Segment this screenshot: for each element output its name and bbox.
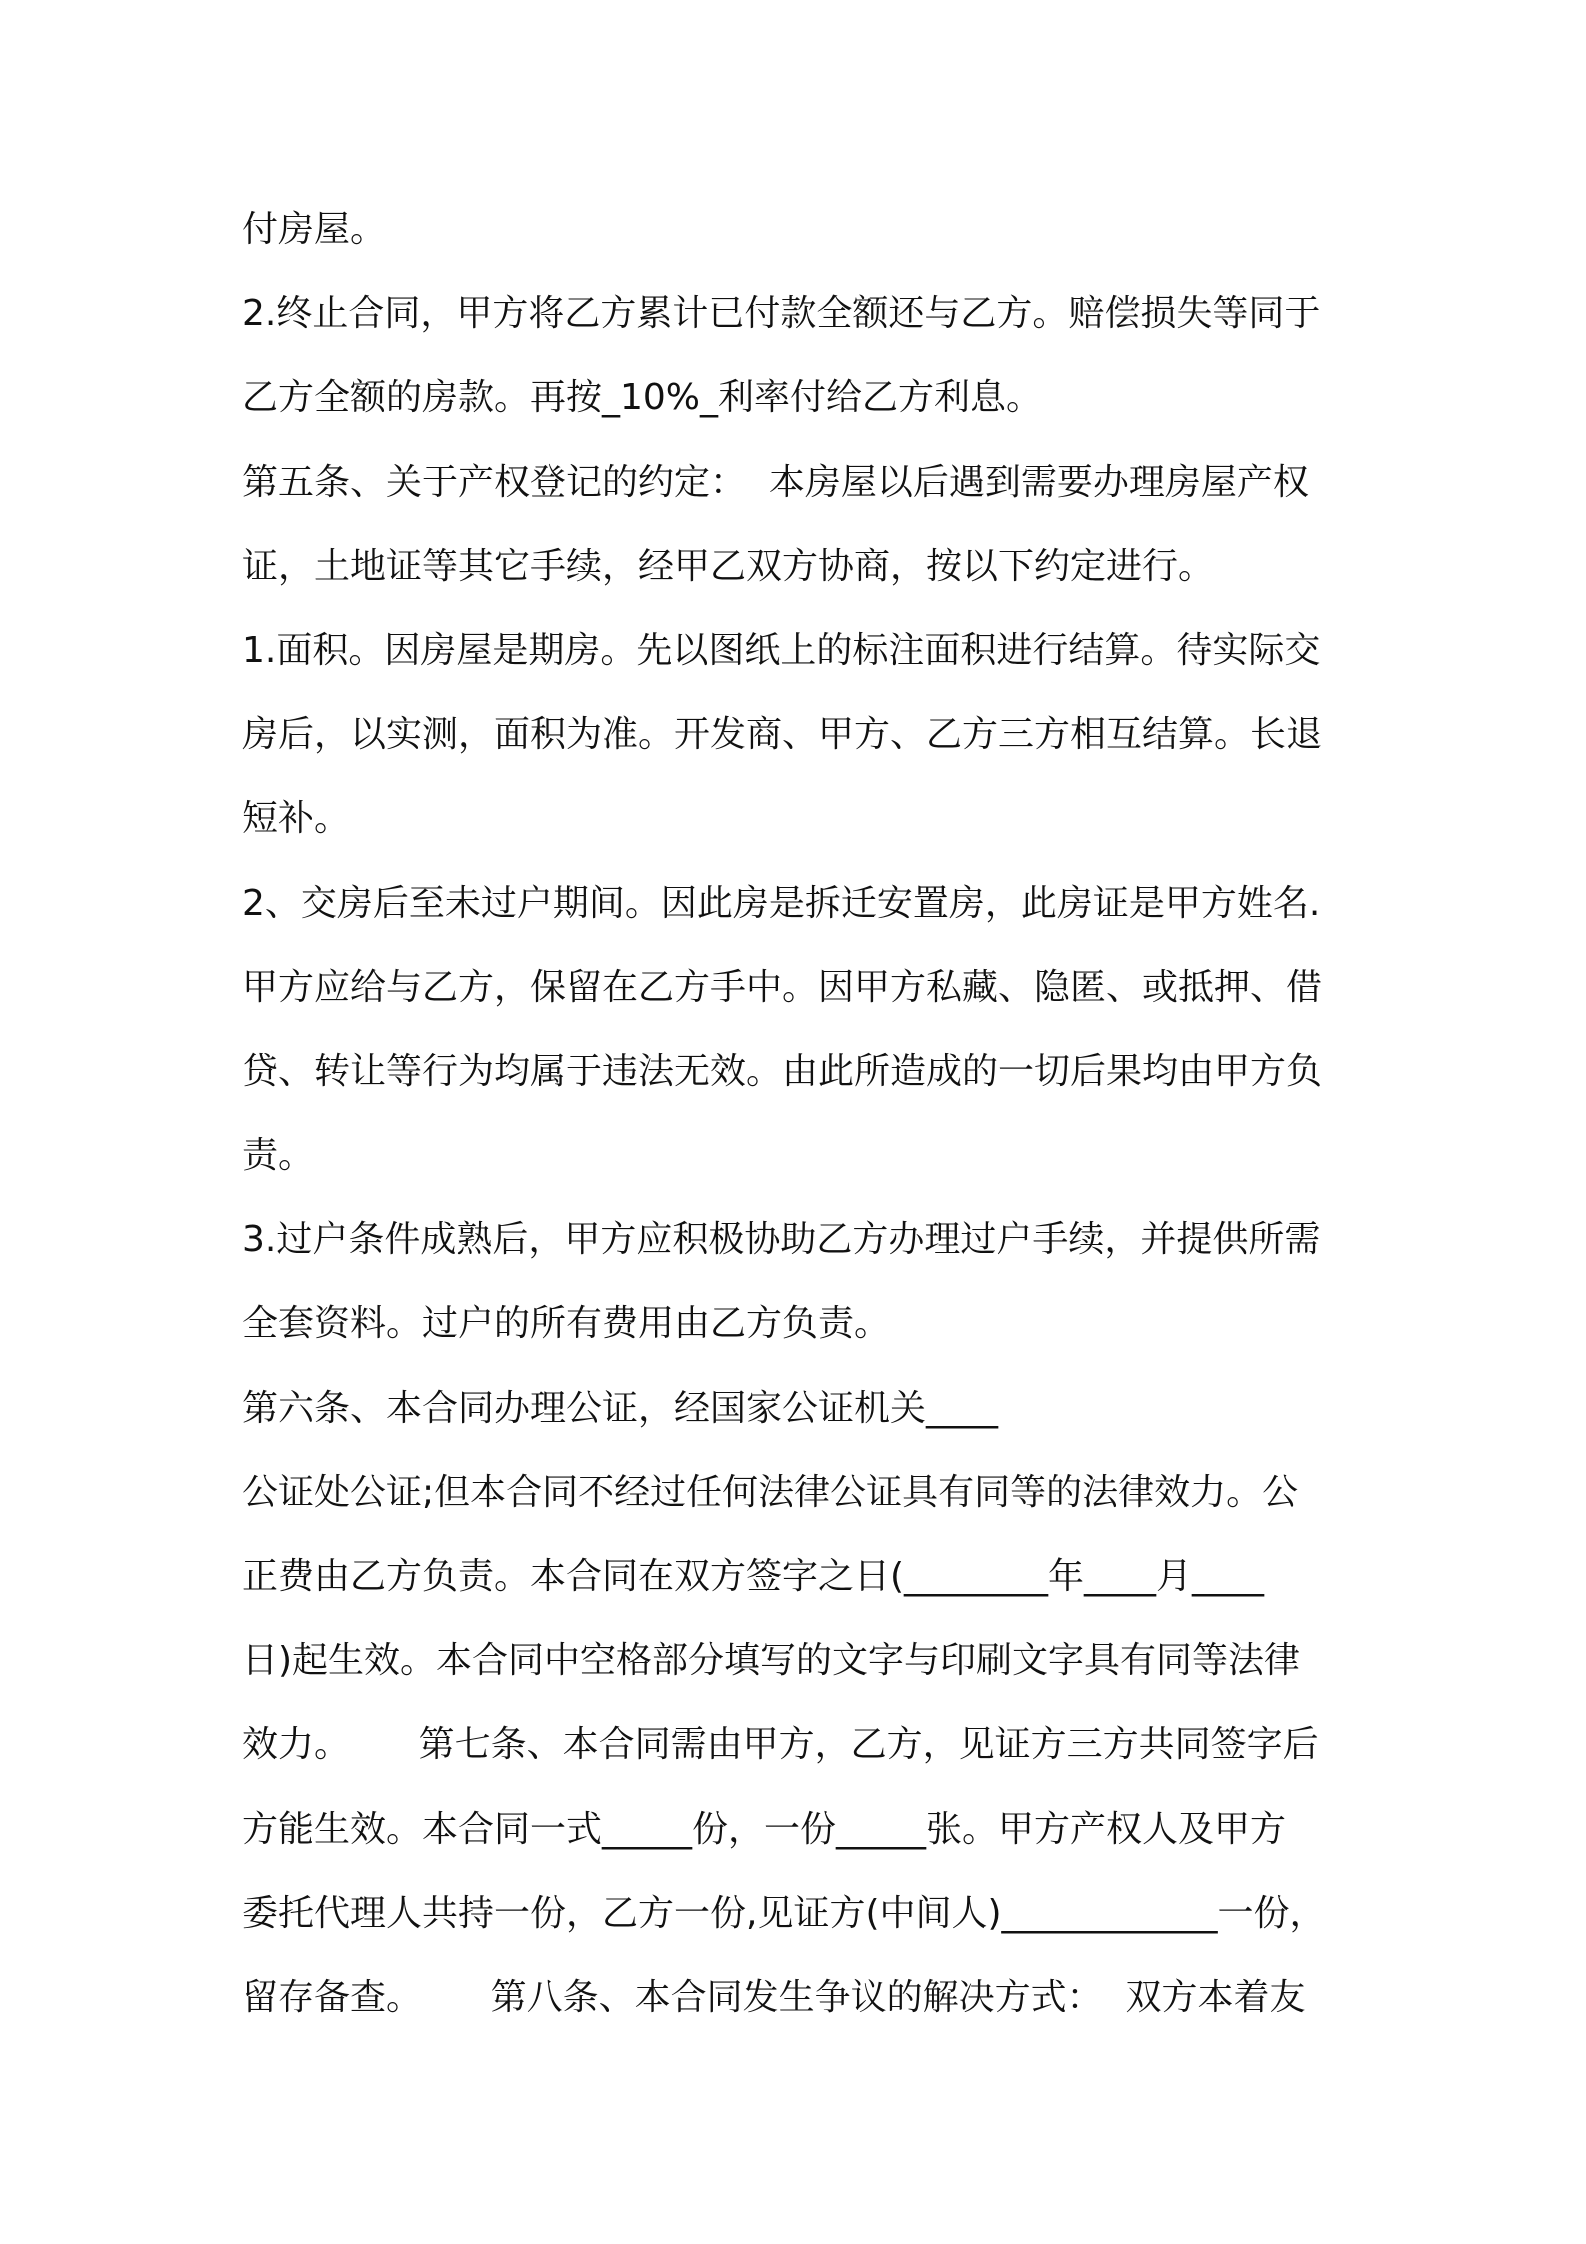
text-line: 效力。 第七条、本合同需由甲方，乙方，见证方三方共同签字后 (242, 1724, 1319, 1766)
text-line: 3.过户条件成熟后，甲方应积极协助乙方办理过户手续，并提供所需 (242, 1219, 1321, 1261)
text-line: 留存备查。 第八条、本合同发生争议的解决方式： 双方本着友 (242, 1976, 1306, 2018)
text-line: 责。 (242, 1135, 315, 1177)
text-line: 甲方应给与乙方，保留在乙方手中。因甲方私藏、隐匿、或抵押、借 (242, 966, 1323, 1008)
text-line: 2、交房后至未过户期间。因此房是拆迁安置房，此房证是甲方姓名. (242, 882, 1321, 924)
text-line: 短补。 (242, 798, 351, 840)
contract-text (242, 188, 1362, 2040)
text-line: 公证处公证;但本合同不经过任何法律公证具有同等的法律效力。公 (242, 1471, 1299, 1513)
text-line: 方能生效。本合同一式_____份，一份_____张。甲方产权人及甲方 (242, 1808, 1287, 1850)
text-line: 第六条、本合同办理公证，经国家公证机关____ (242, 1387, 999, 1429)
text-line: 委托代理人共持一份，乙方一份,见证方(中间人)____________一份， (242, 1892, 1326, 1934)
text-line: 付房屋。 (242, 209, 387, 250)
text-line: 乙方全额的房款。再按_10%_利率付给乙方利息。 (242, 377, 1043, 419)
text-line: 2.终止合同，甲方将乙方累计已付款全额还与乙方。赔偿损失等同于 (242, 293, 1321, 335)
text-line: 房后，以实测，面积为准。开发商、甲方、乙方三方相互结算。长退 (242, 714, 1323, 756)
text-line: 1.面积。因房屋是期房。先以图纸上的标注面积进行结算。待实际交 (242, 629, 1321, 671)
text-line: 正费由乙方负责。本合同在双方签字之日(________年____月____ (242, 1556, 1265, 1597)
text-line: 全套资料。过户的所有费用由乙方负责。 (242, 1303, 891, 1345)
text-line: 第五条、关于产权登记的约定： 本房屋以后遇到需要办理房屋产权 (242, 461, 1309, 503)
text-line: 贷、转让等行为均属于违法无效。由此所造成的一切后果均由甲方负 (242, 1050, 1323, 1092)
text-line: 证，土地证等其它手续，经甲乙双方协商，按以下约定进行。 (242, 545, 1215, 587)
text-line: 日)起生效。本合同中空格部分填写的文字与印刷文字具有同等法律 (242, 1640, 1301, 1682)
